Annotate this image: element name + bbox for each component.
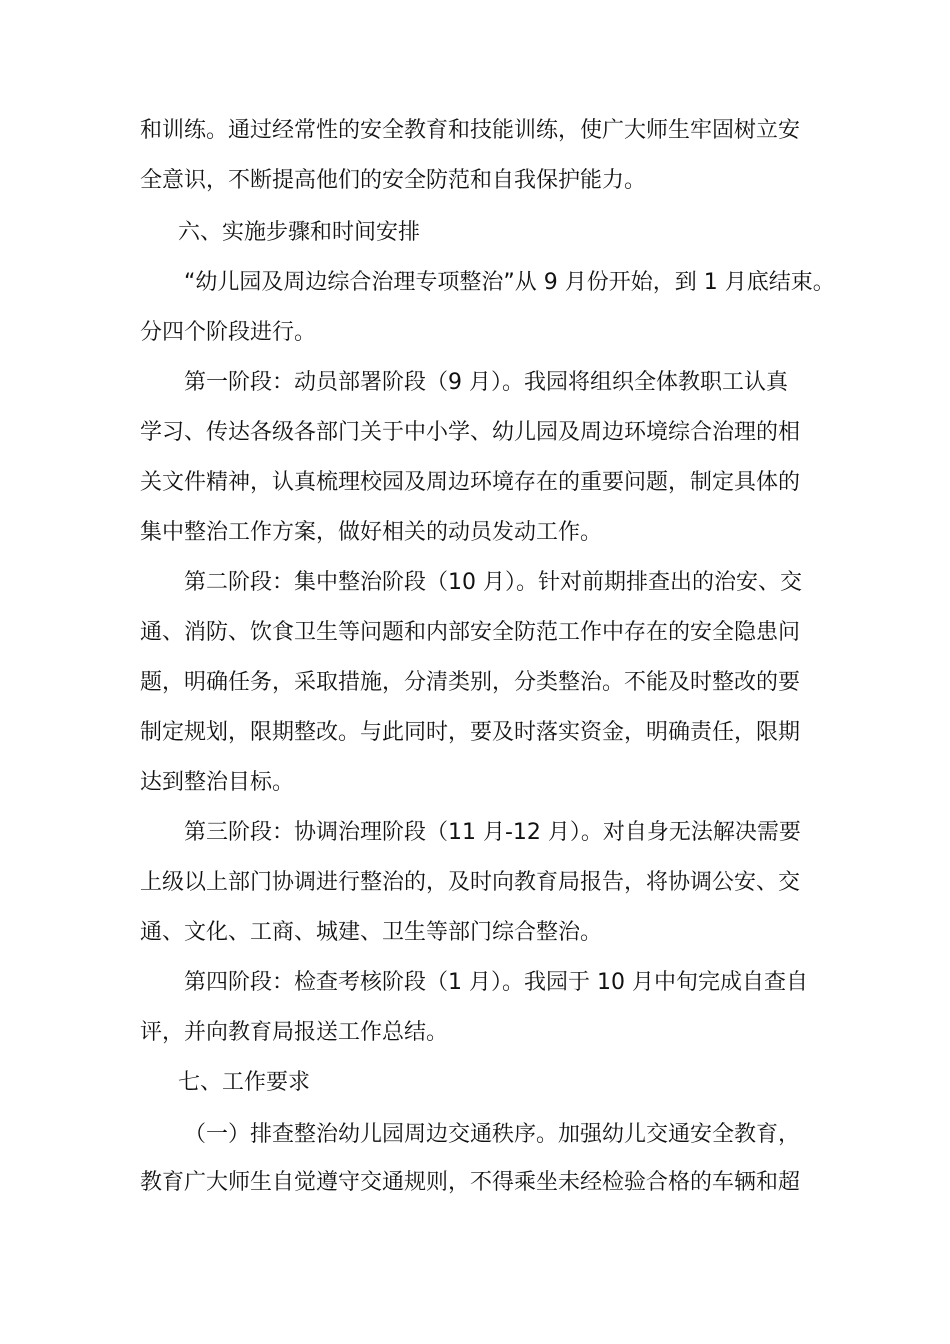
text-line: 题，明确任务，采取措施，分清类别，分类整治。不能及时整改的要 (140, 670, 801, 695)
text-line: 制定规划，限期整改。与此同时，要及时落实资金，明确责任，限期 (140, 720, 801, 745)
text-line: 通、消防、饮食卫生等问题和内部安全防范工作中存在的安全隐患问 (140, 620, 801, 645)
text-line: 关文件精神，认真梳理校园及周边环境存在的重要问题，制定具体的 (140, 470, 801, 495)
text-line: “幼儿园及周边综合治理专项整治”从 9 月份开始，到 1 月底结束。 (184, 270, 835, 295)
text-line: 学习、传达各级各部门关于中小学、幼儿园及周边环境综合治理的相 (140, 420, 801, 445)
text-line: 第二阶段：集中整治阶段（10 月）。针对前期排查出的治安、交 (184, 570, 802, 595)
text-line: 第一阶段：动员部署阶段（9 月）。我园将组织全体教职工认真 (184, 370, 788, 395)
text-line: 评，并向教育局报送工作总结。 (140, 1020, 449, 1045)
text-line: 集中整治工作方案，做好相关的动员发动工作。 (140, 520, 603, 545)
section-heading-7: 七、工作要求 (178, 1070, 311, 1095)
text-line: 和训练。通过经常性的安全教育和技能训练，使广大师生牢固树立安 (140, 118, 801, 143)
text-line: 教育广大师生自觉遵守交通规则，不得乘坐未经检验合格的车辆和超 (140, 1170, 801, 1195)
text-line: 分四个阶段进行。 (140, 320, 317, 345)
text-line: 第三阶段：协调治理阶段（11 月-12 月）。对自身无法解决需要 (184, 820, 801, 845)
text-line: 上级以上部门协调进行整治的，及时向教育局报告，将协调公安、交 (140, 870, 801, 895)
text-line: 全意识，不断提高他们的安全防范和自我保护能力。 (140, 168, 647, 193)
text-line: 达到整治目标。 (140, 770, 295, 795)
text-line: （一）排查整治幼儿园周边交通秩序。加强幼儿交通安全教育， (184, 1122, 801, 1147)
section-heading-6: 六、实施步骤和时间安排 (178, 220, 421, 245)
text-line: 第四阶段：检查考核阶段（1 月）。我园于 10 月中旬完成自查自 (184, 970, 808, 995)
text-line: 通、文化、工商、城建、卫生等部门综合整治。 (140, 920, 603, 945)
